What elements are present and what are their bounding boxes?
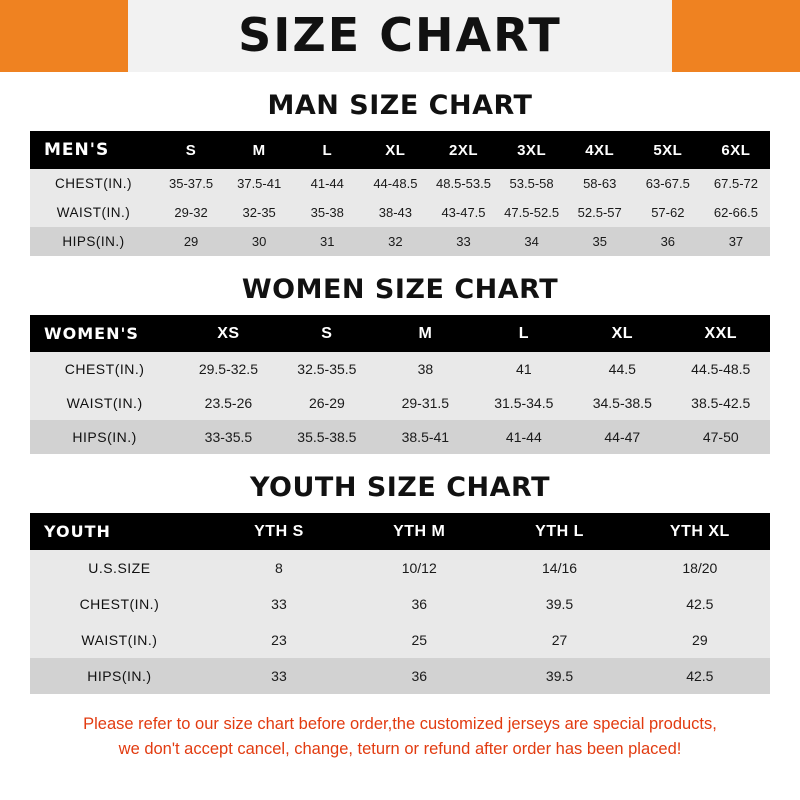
cell: 23 <box>209 622 349 658</box>
column-header: YTH S <box>209 513 349 550</box>
cell: 10/12 <box>349 550 489 586</box>
column-header: YOUTH <box>30 513 209 550</box>
cell: 41-44 <box>475 420 573 454</box>
cell: 30 <box>225 227 293 256</box>
cell: 35.5-38.5 <box>278 420 376 454</box>
cell: 44-48.5 <box>361 169 429 198</box>
cell: 14/16 <box>489 550 629 586</box>
cell: 33 <box>209 658 349 694</box>
page-title: SIZE CHART <box>238 8 562 62</box>
cell: 53.5-58 <box>498 169 566 198</box>
women-size-table <box>30 315 770 454</box>
cell: 32.5-35.5 <box>278 352 376 386</box>
column-header: XXL <box>672 315 770 352</box>
row-label: CHEST(IN.) <box>30 169 157 198</box>
column-header: M <box>225 131 293 169</box>
cell: 42.5 <box>630 658 770 694</box>
column-header: YTH M <box>349 513 489 550</box>
cell: 44.5 <box>573 352 671 386</box>
cell: 38.5-41 <box>376 420 474 454</box>
row-label: U.S.SIZE <box>30 550 209 586</box>
cell: 29 <box>630 622 770 658</box>
cell: 47-50 <box>672 420 770 454</box>
youth-section-title: YOUTH SIZE CHART <box>249 472 551 503</box>
cell: 35 <box>566 227 634 256</box>
cell: 29-31.5 <box>376 386 474 420</box>
cell: 57-62 <box>634 198 702 227</box>
cell: 48.5-53.5 <box>429 169 497 198</box>
row-label: CHEST(IN.) <box>30 586 209 622</box>
footer-disclaimer <box>0 712 800 762</box>
cell: 32-35 <box>225 198 293 227</box>
table-row <box>30 420 770 454</box>
column-header: 6XL <box>702 131 770 169</box>
row-label: WAIST(IN.) <box>30 198 157 227</box>
column-header: 2XL <box>429 131 497 169</box>
cell: 35-37.5 <box>157 169 225 198</box>
men-chart-wrap <box>0 131 800 256</box>
cell: 29.5-32.5 <box>179 352 277 386</box>
cell: 36 <box>634 227 702 256</box>
table-row <box>30 386 770 420</box>
column-header: M <box>376 315 474 352</box>
cell: 42.5 <box>630 586 770 622</box>
cell: 63-67.5 <box>634 169 702 198</box>
table-header-row <box>30 131 770 169</box>
cell: 39.5 <box>489 658 629 694</box>
row-label: WAIST(IN.) <box>30 386 179 420</box>
cell: 62-66.5 <box>702 198 770 227</box>
youth-size-table <box>30 513 770 694</box>
youth-chart-wrap <box>0 513 800 694</box>
column-header: 3XL <box>498 131 566 169</box>
footer-line-2: we don't accept cancel, change, teturn or refund after order has been placed! <box>118 739 682 758</box>
cell: 29-32 <box>157 198 225 227</box>
column-header: 5XL <box>634 131 702 169</box>
cell: 37 <box>702 227 770 256</box>
cell: 36 <box>349 586 489 622</box>
row-label: HIPS(IN.) <box>30 420 179 454</box>
cell: 23.5-26 <box>179 386 277 420</box>
cell: 33 <box>429 227 497 256</box>
row-label: CHEST(IN.) <box>30 352 179 386</box>
cell: 38.5-42.5 <box>672 386 770 420</box>
cell: 33-35.5 <box>179 420 277 454</box>
column-header: XS <box>179 315 277 352</box>
cell: 39.5 <box>489 586 629 622</box>
cell: 35-38 <box>293 198 361 227</box>
cell: 41-44 <box>293 169 361 198</box>
column-header: YTH XL <box>630 513 770 550</box>
row-label: HIPS(IN.) <box>30 227 157 256</box>
cell: 18/20 <box>630 550 770 586</box>
table-row <box>30 198 770 227</box>
cell: 8 <box>209 550 349 586</box>
column-header: S <box>157 131 225 169</box>
cell: 44.5-48.5 <box>672 352 770 386</box>
table-header-row <box>30 513 770 550</box>
row-label: HIPS(IN.) <box>30 658 209 694</box>
cell: 67.5-72 <box>702 169 770 198</box>
men-size-table <box>30 131 770 256</box>
cell: 29 <box>157 227 225 256</box>
cell: 34.5-38.5 <box>573 386 671 420</box>
column-header: XL <box>361 131 429 169</box>
cell: 38-43 <box>361 198 429 227</box>
cell: 32 <box>361 227 429 256</box>
cell: 25 <box>349 622 489 658</box>
women-chart-wrap <box>0 315 800 454</box>
cell: 43-47.5 <box>429 198 497 227</box>
cell: 31.5-34.5 <box>475 386 573 420</box>
cell: 38 <box>376 352 474 386</box>
cell: 37.5-41 <box>225 169 293 198</box>
cell: 52.5-57 <box>566 198 634 227</box>
table-row <box>30 169 770 198</box>
cell: 47.5-52.5 <box>498 198 566 227</box>
cell: 58-63 <box>566 169 634 198</box>
column-header: 4XL <box>566 131 634 169</box>
table-row <box>30 658 770 694</box>
column-header: MEN'S <box>30 131 157 169</box>
row-label: WAIST(IN.) <box>30 622 209 658</box>
column-header: WOMEN'S <box>30 315 179 352</box>
header-banner <box>0 0 800 72</box>
table-row <box>30 622 770 658</box>
table-row <box>30 352 770 386</box>
column-header: XL <box>573 315 671 352</box>
cell: 31 <box>293 227 361 256</box>
column-header: L <box>475 315 573 352</box>
cell: 33 <box>209 586 349 622</box>
table-row <box>30 586 770 622</box>
table-row <box>30 550 770 586</box>
cell: 26-29 <box>278 386 376 420</box>
column-header: L <box>293 131 361 169</box>
cell: 36 <box>349 658 489 694</box>
column-header: S <box>278 315 376 352</box>
column-header: YTH L <box>489 513 629 550</box>
cell: 34 <box>498 227 566 256</box>
table-row <box>30 227 770 256</box>
cell: 41 <box>475 352 573 386</box>
table-header-row <box>30 315 770 352</box>
cell: 44-47 <box>573 420 671 454</box>
footer-line-1: Please refer to our size chart before order,the customized jerseys are special products, <box>83 715 717 733</box>
men-section-title: MAN SIZE CHART <box>267 90 533 121</box>
women-section-title: WOMEN SIZE CHART <box>241 274 559 305</box>
cell: 27 <box>489 622 629 658</box>
